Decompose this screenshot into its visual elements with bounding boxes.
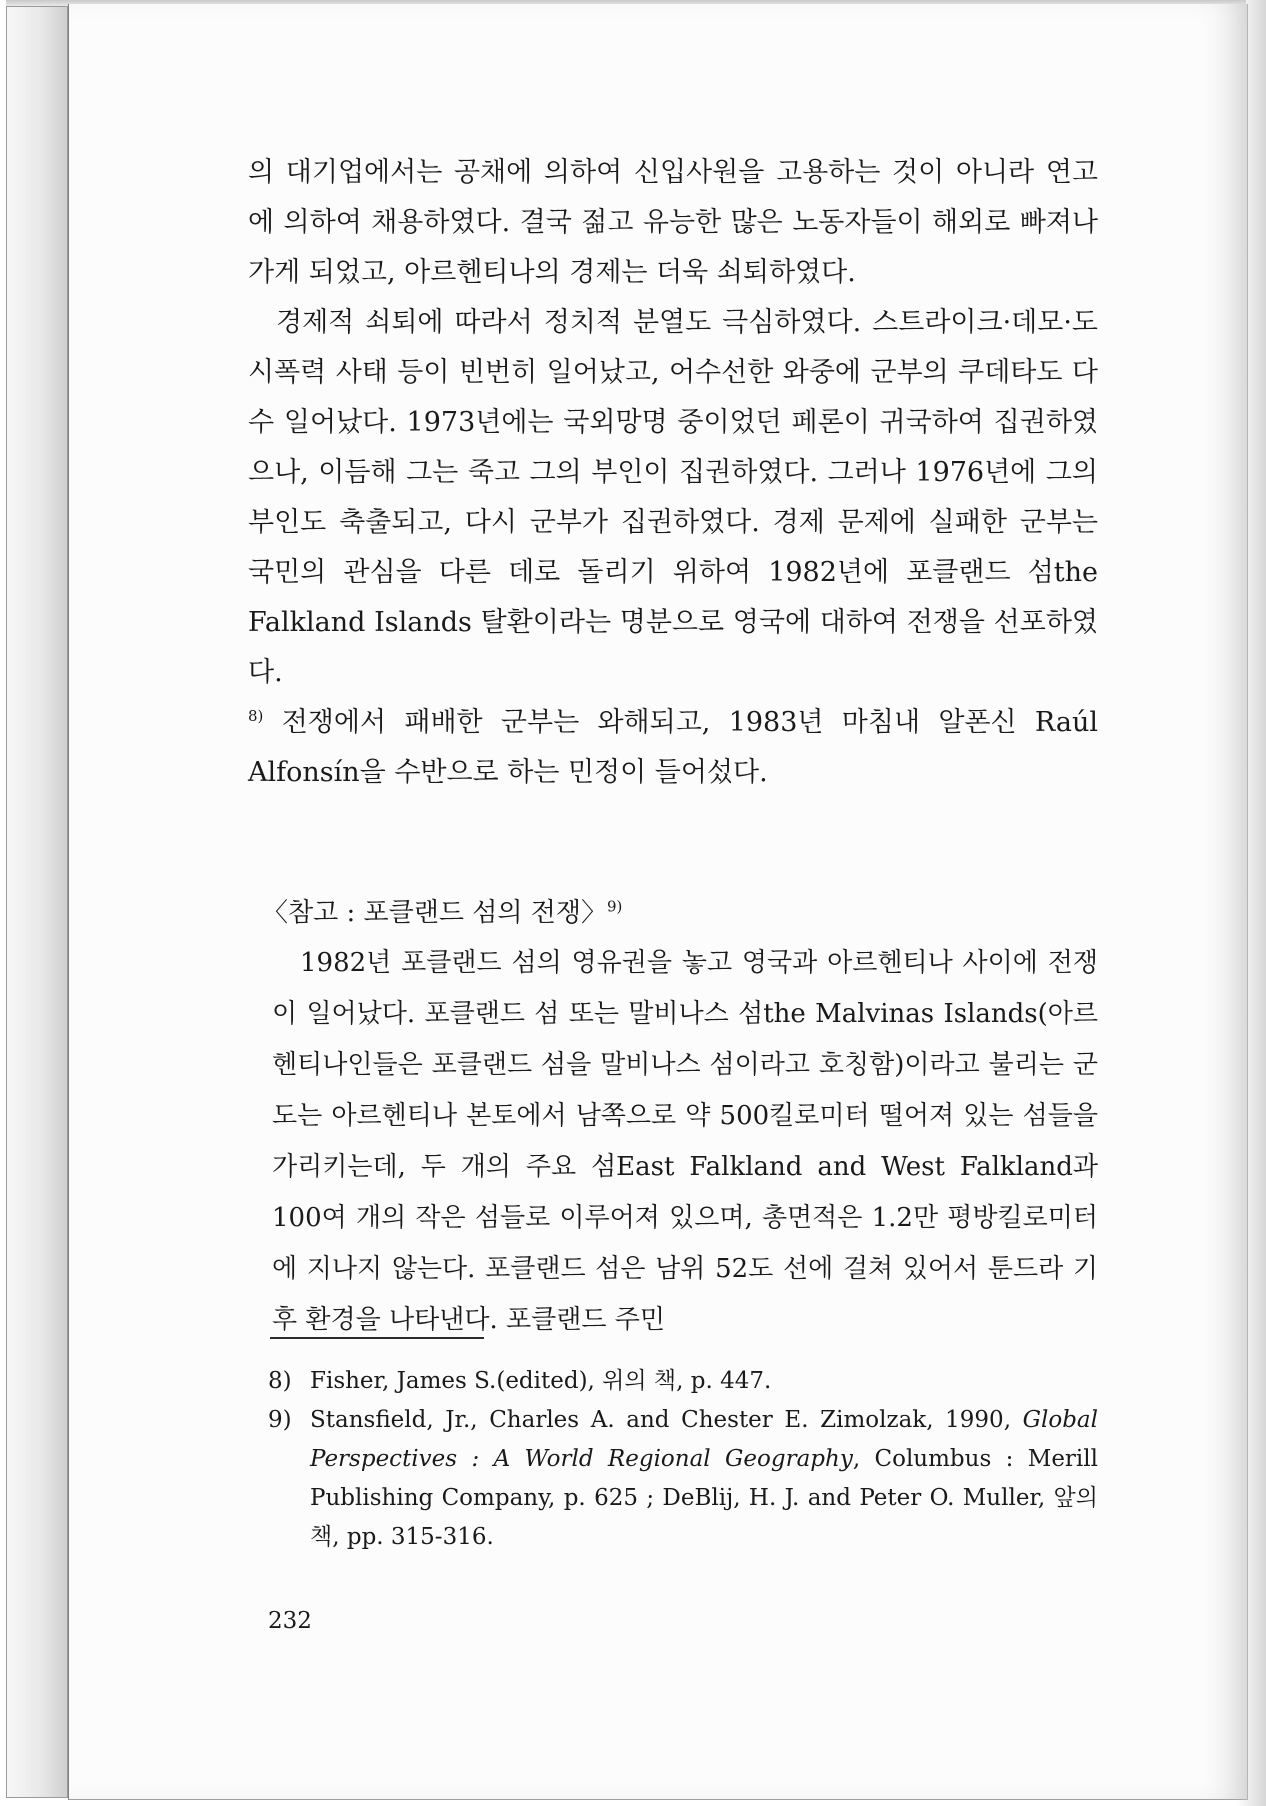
reference-box-text (272, 938, 1098, 1346)
book-spine (6, 6, 68, 1798)
paragraph-2: 경제적 쇠퇴에 따라서 정치적 분열도 극심하였다. 스트라이크·데모·도시폭력 사태 등이 빈번히 일어났고, 어수선한 와중에 군부의 쿠데타도 다수 일어났다. 1973년에는 국외망명 중이었던 페론이 귀국하여 집권하였으나, 이듬해 그는 죽고 그의 부인이 집권하였다. 그러나 1976년에 그의 부인도 축출되고, 다시 군부가 집권하였다. 경제 문제에 실패한 군부는 국민의 관심을 다른 데로 돌리기 위하여 1982년에 포클랜드 섬the Falkland Islands 탈환이라는 명분으로 영국에 대하여 전쟁을 선포하였다. (248, 307, 1098, 688)
page-right-shadow (1236, 0, 1266, 1806)
footnote-text-post: , Columbus : Merill Publishing Company, p. 625 ; DeBlij, H. J. and Peter O. Muller, 앞의 책, pp. 315-316. (310, 1446, 1098, 1550)
body-text (248, 148, 1098, 798)
footnotes (268, 1362, 1098, 1557)
paragraph-3 (248, 698, 1098, 798)
footnote-number: 8) (268, 1368, 292, 1394)
footnote-8 (268, 1362, 1098, 1401)
footnote-text: Fisher, James S.(edited), 위의 책, p. 447. (310, 1368, 772, 1394)
reference-heading (262, 888, 1092, 938)
reference-heading-text: 〈참고 : 포클랜드 섬의 전쟁〉 (262, 898, 607, 928)
page-number: 232 (268, 1608, 312, 1634)
footnote-text-pre: Stansfield, Jr., Charles A. and Chester E. Zimolzak, 1990, (310, 1407, 1023, 1433)
footnote-9 (268, 1401, 1098, 1557)
footnote-text (310, 1401, 1098, 1557)
reference-paragraph: 1982년 포클랜드 섬의 영유권을 놓고 영국과 아르헨티나 사이에 전쟁이 일어났다. 포클랜드 섬 또는 말비나스 섬the Malvinas Islands(아르헨티나인들은 포클랜드 섬을 말비나스 섬이라고 호칭함)이라고 불리는 군도는 아르헨티나 본토에서 남쪽으로 약 500킬로미터 떨어져 있는 섬들을 가리키는데, 두 개의 주요 섬East Falkland and West Falkland과 100여 개의 작은 섬들로 이루어져 있으며, 총면적은 1.2만 평방킬로미터에 지나지 않는다. 포클랜드 섬은 남위 52도 선에 걸쳐 있어서 툰드라 기후 환경을 나타낸다. 포클랜드 주민 (272, 948, 1098, 1335)
footnote-number: 9) (268, 1407, 292, 1433)
footnote-rule (270, 1337, 484, 1339)
paragraph-3-text: 전쟁에서 패배한 군부는 와해되고, 1983년 마침내 알폰신 Raúl Alfonsín을 수반으로 하는 민정이 들어섰다. (248, 707, 1098, 788)
paragraph-1: 의 대기업에서는 공채에 의하여 신입사원을 고용하는 것이 아니라 연고에 의하여 채용하였다. 결국 젊고 유능한 많은 노동자들이 해외로 빠져나가게 되었고, 아르헨티나의 경제는 더욱 쇠퇴하였다. (248, 157, 1098, 288)
footnote-marker-9: 9) (606, 897, 623, 916)
footnote-book-title: Global Perspectives : A World Regional Geography (310, 1407, 1098, 1472)
footnote-marker-8: 8) (248, 707, 264, 725)
